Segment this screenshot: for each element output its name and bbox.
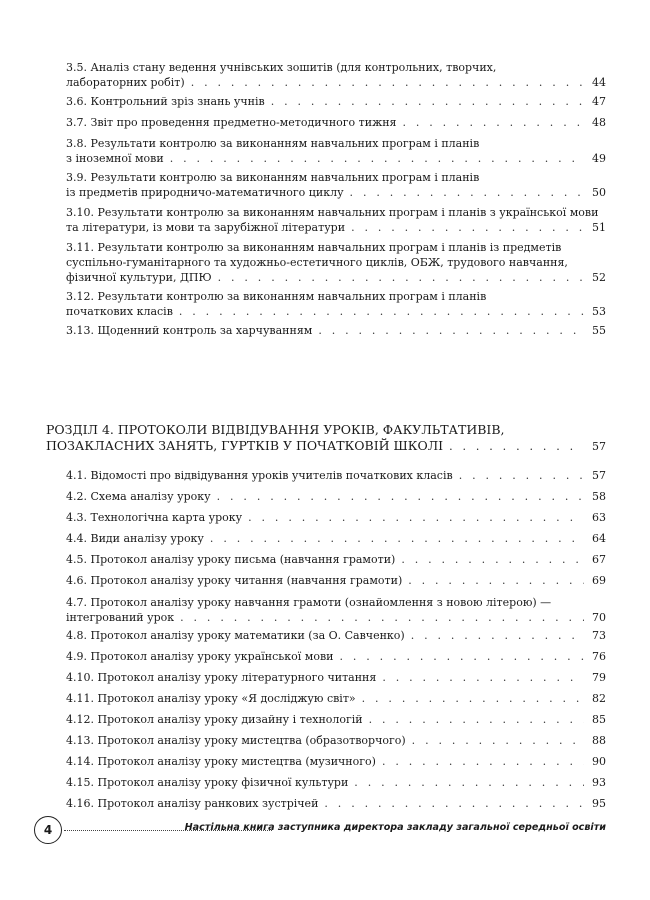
toc-entry[interactable]: [66, 136, 606, 166]
dot-leader: [210, 531, 584, 546]
page-number: 47: [592, 95, 606, 108]
toc-entry-text: фізичної культури, ДПЮ: [66, 271, 212, 284]
toc-entry[interactable]: [66, 323, 606, 338]
toc-entry-text: 4.1. Відомості про відвідування уроків учителів початкових класів: [66, 469, 453, 482]
dot-leader: [179, 304, 584, 319]
toc-entry-text: 4.13. Протокол аналізу уроку мистецтва (образотворчого): [66, 734, 406, 747]
book-title: Настільна книга заступника директора закладу загальної середньої освіти: [184, 822, 606, 833]
page-number: 58: [592, 490, 606, 503]
toc-entry-text: початкових класів: [66, 305, 173, 318]
toc-entry[interactable]: [66, 670, 606, 685]
toc-entry-text: 4.2. Схема аналізу уроку: [66, 490, 211, 503]
toc-entry[interactable]: [66, 796, 606, 811]
toc-entry[interactable]: [66, 691, 606, 706]
toc-entry-text: 4.14. Протокол аналізу уроку мистецтва (музичного): [66, 755, 376, 768]
page-number: 48: [592, 116, 606, 129]
page-number: 50: [592, 186, 606, 199]
page-number: 44: [592, 76, 606, 89]
toc-entry[interactable]: [66, 595, 606, 625]
dot-leader: [218, 270, 584, 285]
page-number: 70: [592, 611, 606, 624]
dot-leader: [248, 510, 584, 525]
page-number: 85: [592, 713, 606, 726]
toc-entry[interactable]: [66, 754, 606, 769]
dot-leader: [459, 468, 584, 483]
toc-entry-text: інтегрований урок: [66, 611, 175, 624]
toc-entry-text: 3.6. Контрольний зріз знань учнів: [66, 95, 265, 108]
page-number: 57: [592, 469, 606, 482]
toc-entry[interactable]: [66, 60, 606, 90]
dot-leader: [340, 649, 585, 664]
toc-entry-text: 4.9. Протокол аналізу уроку української мови: [66, 650, 334, 663]
page-number: 95: [592, 797, 606, 810]
toc-entry[interactable]: [66, 489, 606, 504]
section-title-line: РОЗДІЛ 4. ПРОТОКОЛИ ВІДВІДУВАННЯ УРОКІВ, ФАКУЛЬТАТИВІВ,: [46, 422, 505, 437]
page-number: 55: [592, 324, 606, 337]
toc-entry-text: 3.8. Результати контролю за виконанням навчальних програм і планів: [66, 137, 480, 150]
dot-leader: [271, 94, 584, 109]
dot-leader: [170, 151, 584, 166]
toc-entry-text: 4.3. Технологічна карта уроку: [66, 511, 243, 524]
dot-leader: [382, 754, 584, 769]
toc-entry-text: 4.5. Протокол аналізу уроку письма (навчання грамоти): [66, 553, 396, 566]
dot-leader: [180, 610, 584, 625]
dot-leader: [362, 691, 584, 706]
toc-entry-text: 4.11. Протокол аналізу уроку «Я досліджую світ»: [66, 692, 356, 705]
toc-entry[interactable]: [66, 573, 606, 588]
page-number: 64: [592, 532, 606, 545]
toc-entry-text: 3.10. Результати контролю за виконанням навчальних програм і планів з української мови: [66, 206, 599, 219]
toc-entry-text: 3.7. Звіт про проведення предметно-методичного тижня: [66, 116, 397, 129]
dot-leader: [191, 75, 584, 90]
dot-leader: [382, 670, 584, 685]
toc-entry[interactable]: [66, 205, 606, 235]
toc-entry-text: 4.10. Протокол аналізу уроку літературного читання: [66, 671, 377, 684]
toc-entry[interactable]: [66, 712, 606, 727]
toc-entry-text: 3.12. Результати контролю за виконанням навчальних програм і планів: [66, 290, 487, 303]
toc-entry-text: 4.6. Протокол аналізу уроку читання (навчання грамоти): [66, 574, 403, 587]
dot-leader: [412, 733, 584, 748]
page-number: 53: [592, 305, 606, 318]
toc-entry[interactable]: [66, 170, 606, 200]
toc-entry-text: суспільно-гуманітарного та художньо-естетичного циклів, ОБЖ, трудового навчання,: [66, 256, 568, 269]
page-number: 63: [592, 511, 606, 524]
page-number: 82: [592, 692, 606, 705]
dot-leader: [402, 115, 584, 130]
page-number: 79: [592, 671, 606, 684]
toc-entry[interactable]: [66, 510, 606, 525]
toc-entry[interactable]: [66, 628, 606, 643]
toc-entry-text: 4.15. Протокол аналізу уроку фізичної культури: [66, 776, 349, 789]
dot-leader: [324, 796, 584, 811]
page-footer: [34, 816, 606, 844]
page-number: 88: [592, 734, 606, 747]
toc-entry[interactable]: [66, 649, 606, 664]
toc-entry-text: з іноземної мови: [66, 152, 164, 165]
page-number: 49: [592, 152, 606, 165]
dot-leader: [408, 573, 584, 588]
toc-entry[interactable]: [66, 289, 606, 319]
toc-entry-text: 4.16. Протокол аналізу ранкових зустрічей: [66, 797, 319, 810]
dot-leader: [351, 220, 584, 235]
toc-entry-text: 4.12. Протокол аналізу уроку дизайну і технологій: [66, 713, 363, 726]
toc-entry[interactable]: [66, 733, 606, 748]
dot-leader: [354, 775, 584, 790]
section-4-heading[interactable]: [46, 422, 606, 455]
dot-leader: [318, 323, 584, 338]
page-number-badge: 4: [34, 816, 62, 844]
dot-leader: [350, 185, 584, 200]
dot-leader: [401, 552, 584, 567]
toc-entry[interactable]: [66, 240, 606, 285]
toc-entry[interactable]: [66, 94, 606, 109]
page-number: 51: [592, 221, 606, 234]
toc-entry[interactable]: [66, 775, 606, 790]
page-number: 67: [592, 553, 606, 566]
page-number: 69: [592, 574, 606, 587]
toc-entry[interactable]: [66, 552, 606, 567]
page-number: 73: [592, 629, 606, 642]
toc-entry[interactable]: [66, 115, 606, 130]
page-number: 93: [592, 776, 606, 789]
toc-entry[interactable]: [66, 468, 606, 483]
toc-entry-text: 3.5. Аналіз стану ведення учнівських зошитів (для контрольних, творчих,: [66, 61, 497, 74]
dot-leader: [449, 439, 584, 455]
section-title-line: ПОЗАКЛАСНИХ ЗАНЯТЬ, ГУРТКІВ У ПОЧАТКОВІЙ ШКОЛІ: [46, 438, 444, 453]
toc-entry-text: із предметів природничо-математичного циклу: [66, 186, 344, 199]
toc-entry-text: 3.11. Результати контролю за виконанням навчальних програм і планів із предметів: [66, 241, 562, 254]
toc-entry-text: 3.9. Результати контролю за виконанням навчальних програм і планів: [66, 171, 480, 184]
toc-entry-text: 3.13. Щоденний контроль за харчуванням: [66, 324, 313, 337]
dot-leader: [369, 712, 584, 727]
dot-leader: [217, 489, 584, 504]
toc-entry-text: 4.7. Протокол аналізу уроку навчання грамоти (ознайомлення з новою літерою) —: [66, 596, 552, 609]
page-number: 76: [592, 650, 606, 663]
toc-entry-text: 4.4. Види аналізу уроку: [66, 532, 204, 545]
toc-entry[interactable]: [66, 531, 606, 546]
toc-entry-text: 4.8. Протокол аналізу уроку математики (за О. Савченко): [66, 629, 405, 642]
page-number: 52: [592, 271, 606, 284]
page-number: 57: [592, 440, 606, 453]
page-number: 90: [592, 755, 606, 768]
toc-entry-text: та літератури, із мови та зарубіжної літератури: [66, 221, 346, 234]
dot-leader: [411, 628, 584, 643]
toc-entry-text: лабораторних робіт): [66, 76, 185, 89]
